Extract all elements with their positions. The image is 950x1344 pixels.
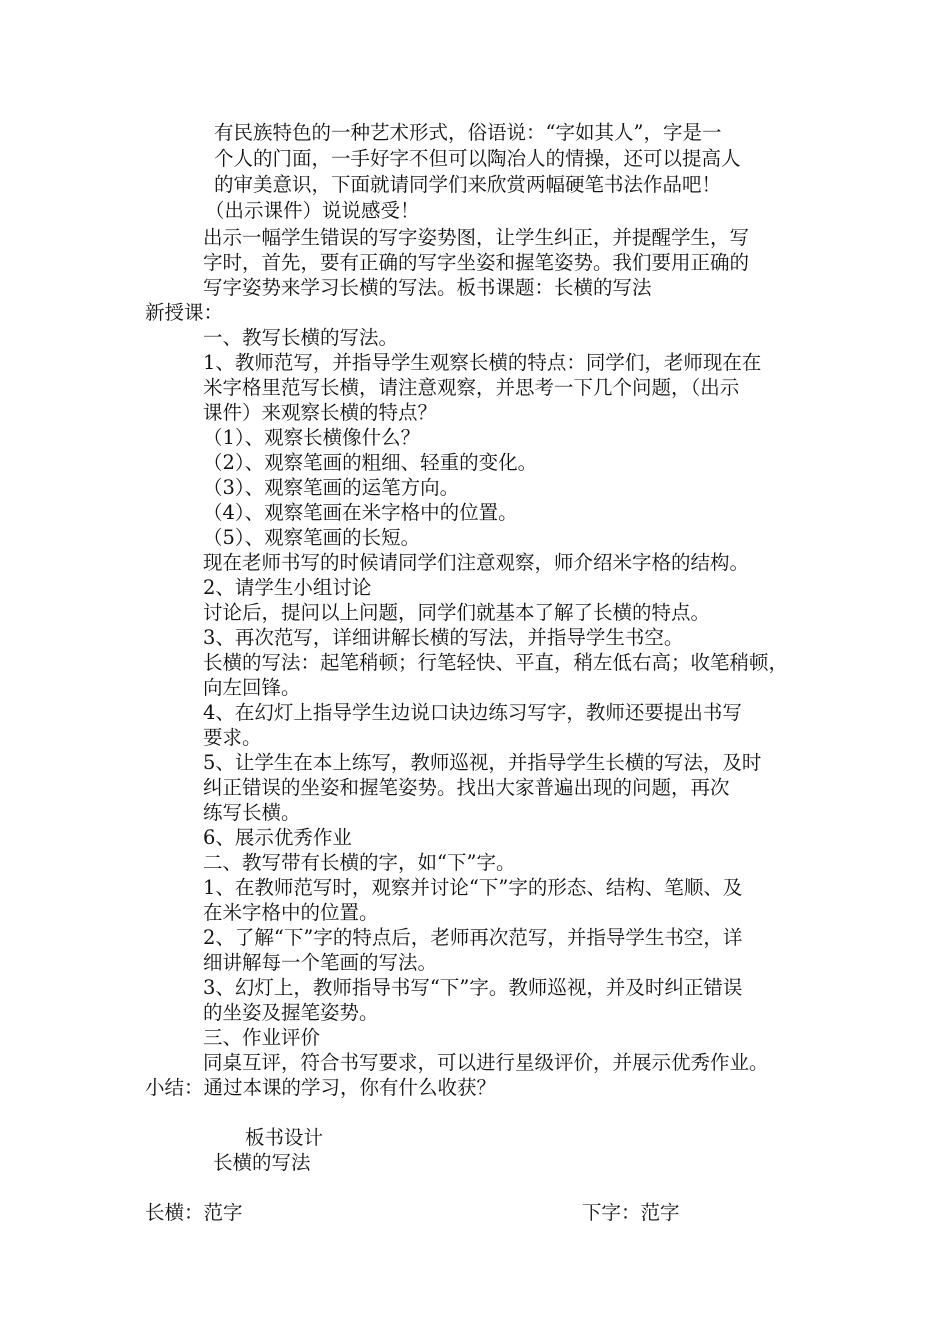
s1-item-line: 米字格里范写长横，请注意观察，并思考一下几个问题，（出示 [203, 376, 740, 399]
s2-line: 细讲解每一个笔画的写法。 [203, 951, 438, 974]
s1-line: 练写长横。 [203, 801, 301, 824]
s2-line: 1、在教师范写时，观察并讨论“下”字的形态、结构、笔顺、及 [203, 876, 743, 899]
new-lesson-heading: 新授课： [145, 301, 224, 324]
s1-line: 纠正错误的坐姿和握笔姿势。找出大家普遍出现的问题，再次 [203, 776, 730, 799]
section-2-title: 二、教写带有长横的字，如“下”字。 [203, 851, 516, 874]
question-item: （2）、观察笔画的粗细、轻重的变化。 [203, 451, 538, 474]
s1-line: 4、在幻灯上指导学生边说口诀边练习写字，教师还要提出书写 [203, 701, 742, 724]
intro-line: 写字姿势来学习长横的写法。板书课题：长横的写法 [203, 276, 652, 299]
s1-line: 5、让学生在本上练写，教师巡视，并指导学生长横的写法，及时 [203, 751, 762, 774]
s1-item-line: 课件）来观察长横的特点？ [203, 401, 438, 424]
intro-line: 个人的门面，一手好字不但可以陶冶人的情操，还可以提高人 [214, 147, 741, 170]
s1-line: 现在老师书写的时候请同学们注意观察，师介绍米字格的结构。 [203, 551, 750, 574]
question-item: （3）、观察笔画的运笔方向。 [203, 476, 460, 499]
s1-item-line: 1、教师范写，并指导学生观察长横的特点：同学们，老师现在在 [203, 351, 762, 374]
s1-line: 2、请学生小组讨论 [203, 576, 372, 599]
s1-line: 长横的写法：起笔稍顿；行笔轻快、平直，稍左低右高；收笔稍顿， [203, 651, 789, 674]
section-3-title: 三、作业评价 [203, 1026, 321, 1049]
question-item: （4）、观察笔画在米字格中的位置。 [203, 501, 518, 524]
question-item: （1）、观察长横像什么？ [203, 426, 421, 449]
s2-line: 的坐姿及握笔姿势。 [203, 1001, 379, 1024]
intro-line: （出示课件）说说感受！ [205, 199, 420, 222]
s1-line: 讨论后，提问以上问题，同学们就基本了解了长横的特点。 [203, 601, 711, 624]
s1-line: 要求。 [203, 726, 262, 749]
board-design-subtitle: 长横的写法 [213, 1151, 311, 1174]
board-right-label: 下字：范字 [582, 1201, 680, 1224]
intro-line: 字时，首先，要有正确的写字坐姿和握笔姿势。我们要用正确的 [203, 251, 750, 274]
s1-line: 6、展示优秀作业 [203, 826, 352, 849]
s1-line: 向左回锋。 [203, 676, 301, 699]
summary-line: 小结：通过本课的学习，你有什么收获？ [145, 1076, 497, 1099]
board-left-label: 长横：范字 [145, 1201, 243, 1224]
s2-line: 3、幻灯上，教师指导书写“下”字。教师巡视，并及时纠正错误 [203, 976, 743, 999]
s1-line: 3、再次范写，详细讲解长横的写法，并指导学生书空。 [203, 626, 684, 649]
question-item: （5）、观察笔画的长短。 [203, 526, 421, 549]
section-3-body: 同桌互评，符合书写要求，可以进行星级评价，并展示优秀作业。 [203, 1051, 769, 1074]
intro-line: 出示一幅学生错误的写字姿势图，让学生纠正，并提醒学生，写 [203, 226, 750, 249]
section-1-title: 一、教写长横的写法。 [203, 326, 399, 349]
board-design-title: 板书设计 [245, 1126, 324, 1149]
intro-line: 有民族特色的一种艺术形式，俗语说：“字如其人”，字是一 [214, 121, 722, 144]
s2-line: 在米字格中的位置。 [203, 901, 379, 924]
s2-line: 2、了解“下”字的特点后，老师再次范写，并指导学生书空，详 [203, 926, 743, 949]
intro-line: 的审美意识，下面就请同学们来欣赏两幅硬笔书法作品吧！ [214, 173, 722, 196]
